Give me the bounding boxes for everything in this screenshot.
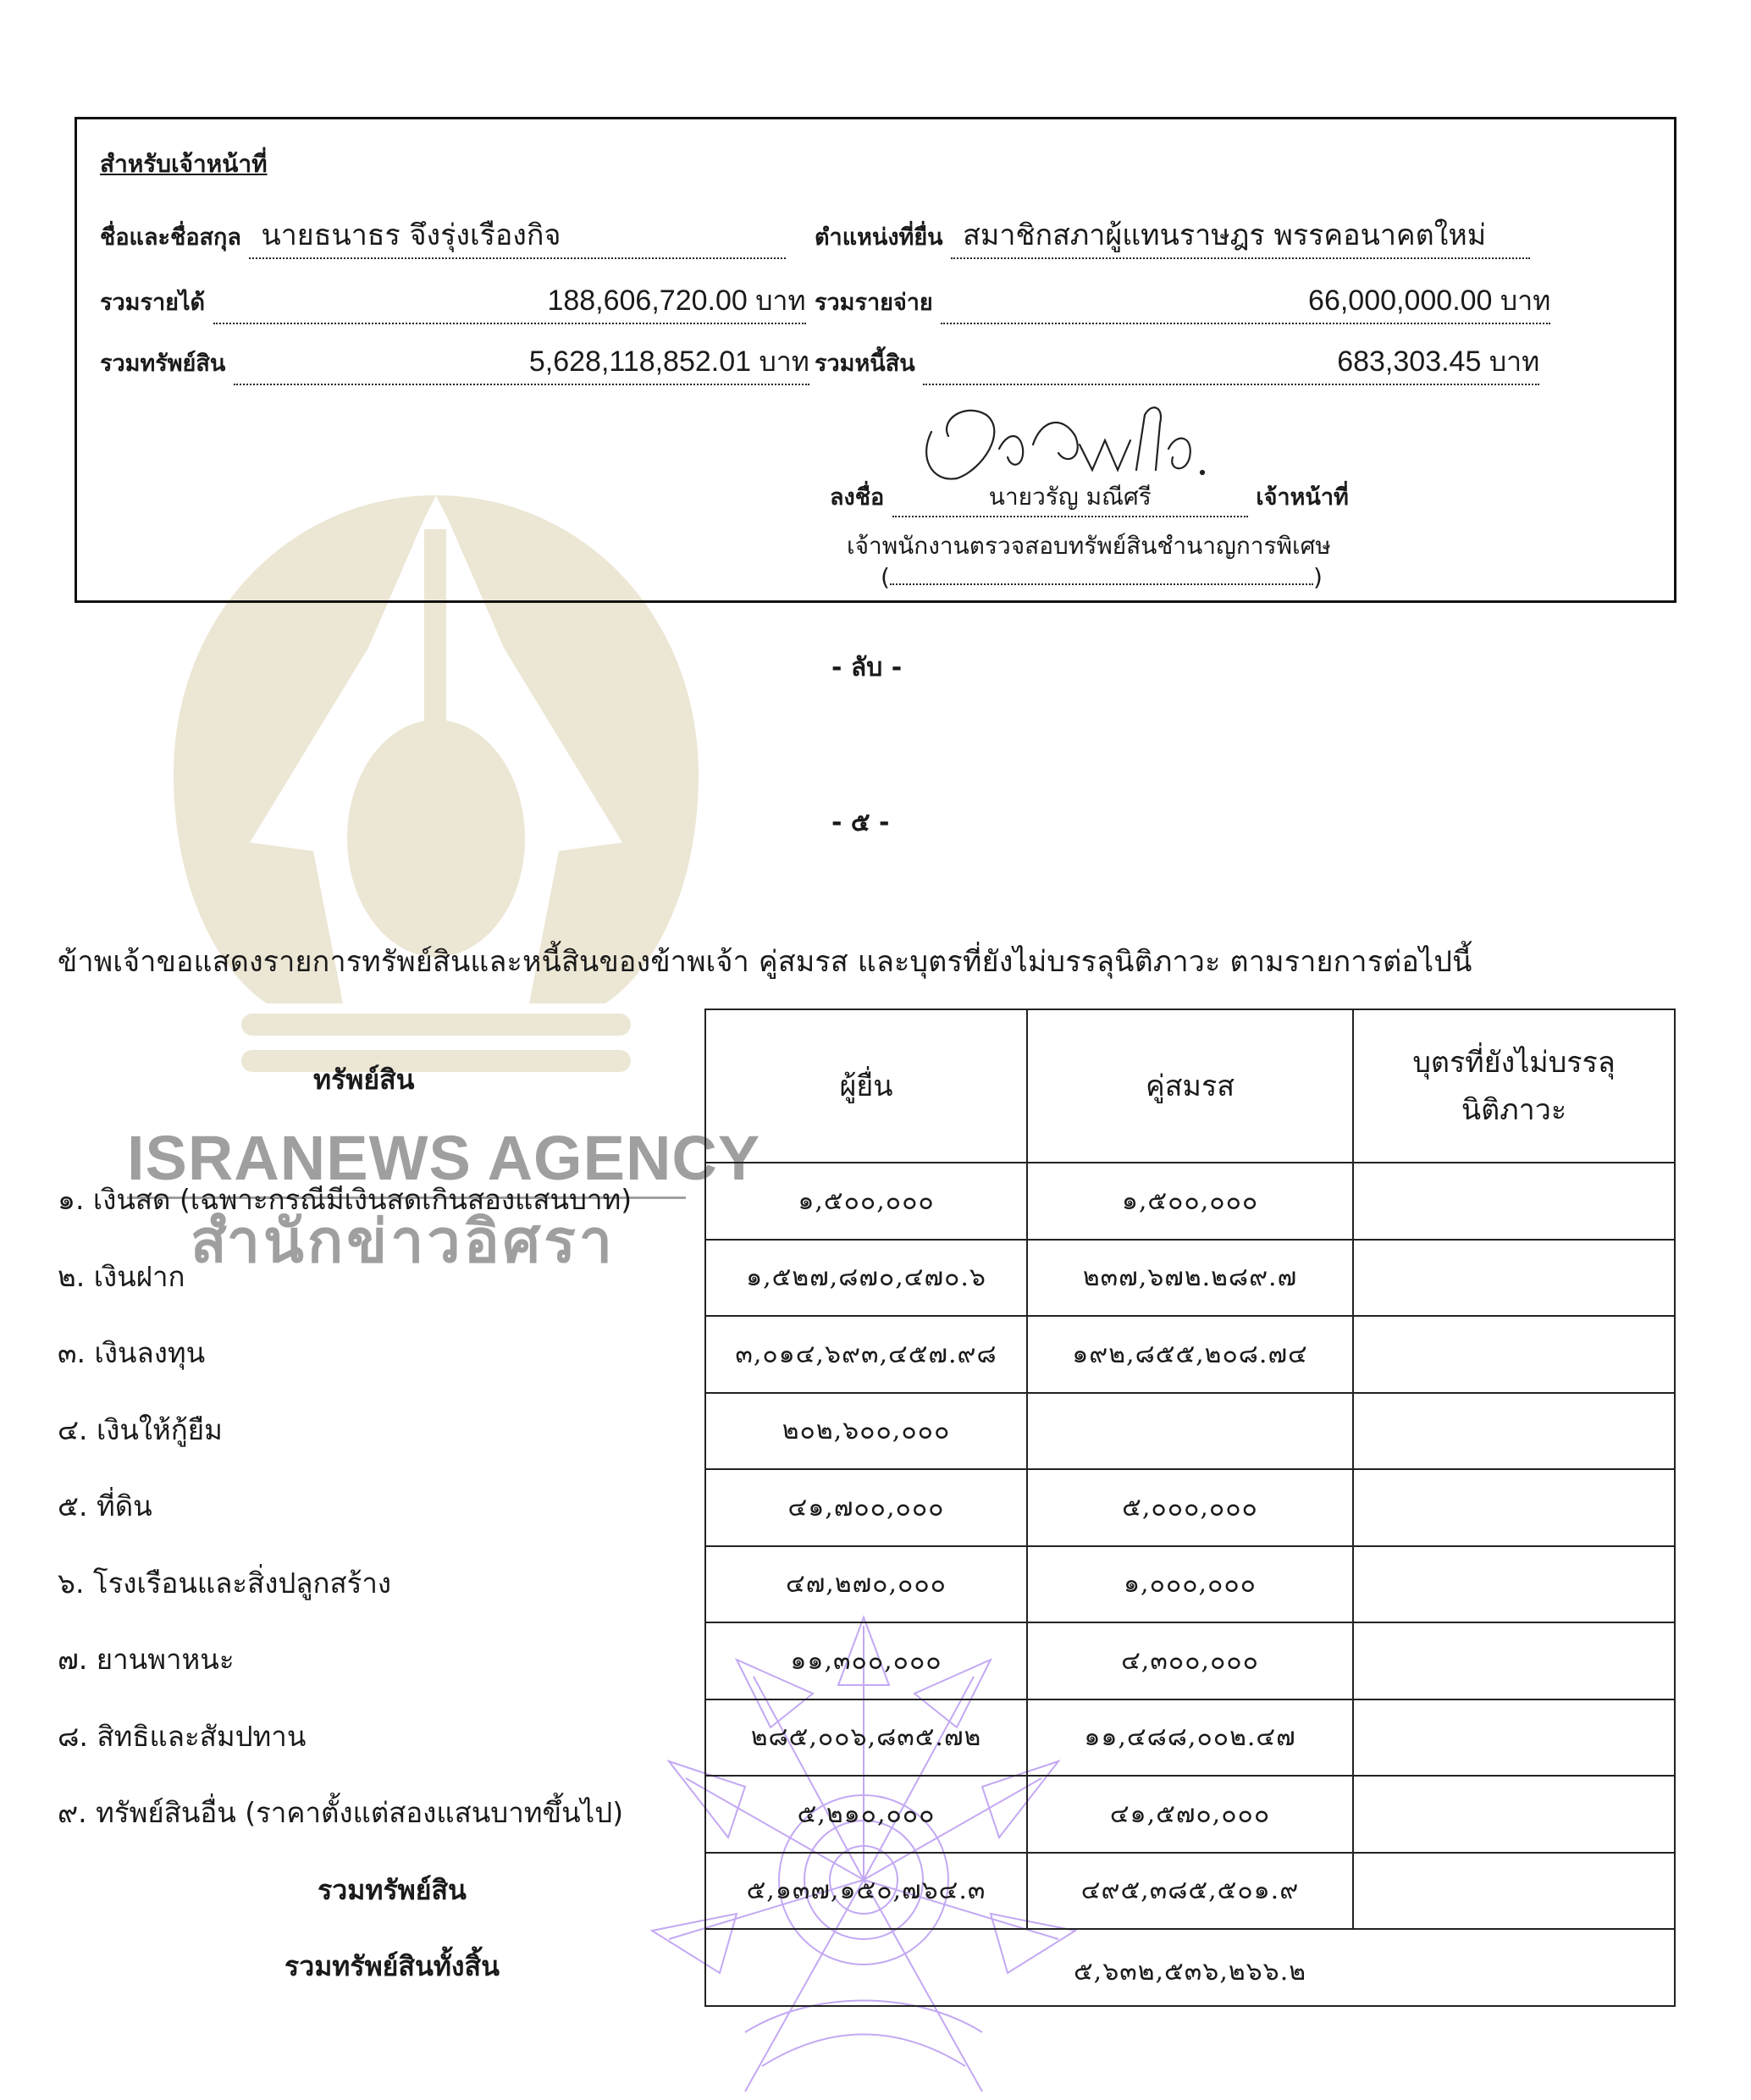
table-row xyxy=(705,1240,1675,1317)
asset-label-investments: ๓. เงินลงทุน xyxy=(58,1336,206,1369)
asset-label-subtotal: รวมทรัพย์สิน xyxy=(318,1873,467,1906)
name-label: ชื่อและชื่อสกุล xyxy=(100,224,241,251)
subtotal-filer: ๕,๑๓๗,๑๕๐,๗๖๔.๓ xyxy=(705,1853,1027,1930)
assets-column-header: ทรัพย์สิน xyxy=(313,1064,415,1096)
spouse-value: ๑๙๒,๘๕๕,๒๐๘.๗๔ xyxy=(1027,1316,1353,1393)
name-value: นายธนาธร จึงรุ่งเรืองกิจ xyxy=(249,212,786,259)
table-row xyxy=(705,1699,1675,1777)
table-row xyxy=(705,1546,1675,1623)
table-row xyxy=(705,1163,1675,1240)
asset-label-loans: ๔. เงินให้กู้ยืม xyxy=(58,1412,223,1446)
child-value xyxy=(1353,1163,1675,1240)
page-number: - ๕ - xyxy=(831,808,890,837)
spouse-value: ๑,๐๐๐,๐๐๐ xyxy=(1027,1546,1353,1623)
filer-value: ๒๘๕,๐๐๖,๘๓๕.๗๒ xyxy=(705,1699,1027,1777)
table-row xyxy=(705,1393,1675,1470)
filer-value: ๔๑,๗๐๐,๐๐๐ xyxy=(705,1469,1027,1546)
col-header-spouse: คู่สมรส xyxy=(1027,1009,1353,1163)
table-row xyxy=(705,1316,1675,1393)
table-row xyxy=(705,1469,1675,1546)
paren-close: ) xyxy=(1312,563,1323,591)
asset-label-deposits: ๒. เงินฝาก xyxy=(58,1259,185,1293)
asset-label-land: ๕. ที่ดิน xyxy=(58,1489,152,1522)
spouse-value: ๑,๕๐๐,๐๐๐ xyxy=(1027,1163,1353,1240)
filer-value: ๕,๒๑๐,๐๐๐ xyxy=(705,1776,1027,1853)
grand-total-row xyxy=(705,1929,1675,2006)
asset-label-vehicles: ๗. ยานพาหนะ xyxy=(58,1643,235,1676)
officer-section-heading: สำหรับเจ้าหน้าที่ xyxy=(100,150,268,178)
total-assets-label: รวมทรัพย์สิน xyxy=(100,351,226,377)
child-value xyxy=(1353,1699,1675,1777)
total-assets-row xyxy=(100,340,809,385)
asset-label-cash: ๑. เงินสด (เฉพาะกรณีมีเงินสดเกินสองแสนบาท) xyxy=(58,1183,632,1216)
filer-value: ๓,๐๑๔,๖๙๓,๔๕๗.๙๘ xyxy=(705,1316,1027,1393)
confidential-marker: - ลับ - xyxy=(831,653,903,682)
col-header-child-line2: นิติภาวะ xyxy=(1461,1092,1567,1127)
grand-total-value: ๕,๖๓๒,๕๓๖,๒๖๖.๒ xyxy=(705,1929,1675,2006)
col-header-filer: ผู้ยื่น xyxy=(705,1009,1027,1163)
subtotal-spouse: ๔๙๕,๓๘๕,๕๐๑.๙ xyxy=(1027,1853,1353,1930)
total-liabilities-label: รวมหนี้สิน xyxy=(815,351,915,377)
position-label: ตำแหน่งที่ยื่น xyxy=(815,224,943,251)
total-income-value: 188,606,720.00 xyxy=(547,285,748,317)
filer-value: ๑,๕๒๗,๘๗๐,๔๗๐.๖ xyxy=(705,1240,1027,1317)
position-value: สมาชิกสภาผู้แทนราษฎร พรรคอนาคตใหม่ xyxy=(951,212,1530,259)
spouse-value: ๒๓๗,๖๗๒.๒๘๙.๗ xyxy=(1027,1240,1353,1317)
signer-blank-line xyxy=(890,583,1313,585)
signature-row xyxy=(830,478,1349,517)
signer-title: เจ้าพนักงานตรวจสอบทรัพย์สินชำนาญการพิเศษ xyxy=(847,532,1331,560)
filer-value: ๔๗,๒๗๐,๐๐๐ xyxy=(705,1546,1027,1623)
filer-value: ๑,๕๐๐,๐๐๐ xyxy=(705,1163,1027,1240)
total-expense-field xyxy=(941,279,1550,324)
child-value xyxy=(1353,1622,1675,1699)
spouse-value: ๕,๐๐๐,๐๐๐ xyxy=(1027,1469,1353,1546)
total-income-label: รวมรายได้ xyxy=(100,290,206,316)
spouse-value: ๔,๓๐๐,๐๐๐ xyxy=(1027,1622,1353,1699)
currency-unit: บาท xyxy=(759,346,809,377)
col-header-child xyxy=(1353,1009,1675,1163)
asset-label-grand-total: รวมทรัพย์สินทั้งสิ้น xyxy=(284,1950,500,1982)
filer-value: ๑๑,๓๐๐,๐๐๐ xyxy=(705,1622,1027,1699)
col-header-child-line1: บุตรที่ยังไม่บรรลุ xyxy=(1412,1045,1616,1080)
signer-name: นายวรัญ มณีศรี xyxy=(892,478,1248,517)
subtotal-child xyxy=(1353,1853,1675,1930)
total-income-row xyxy=(100,279,806,324)
table-row xyxy=(705,1622,1675,1699)
spouse-value: ๔๑,๕๗๐,๐๐๐ xyxy=(1027,1776,1353,1853)
asset-label-rights: ๘. สิทธิและสัมปทาน xyxy=(58,1719,307,1753)
asset-label-other: ๙. ทรัพย์สินอื่น (ราคาตั้งแต่สองแสนบาทขึ้นไป) xyxy=(58,1796,624,1829)
asset-table xyxy=(704,1009,1676,2007)
asset-table-header xyxy=(705,1009,1675,1163)
total-assets-field xyxy=(234,340,809,385)
signer-role-suffix: เจ้าหน้าที่ xyxy=(1256,484,1349,511)
table-row xyxy=(705,1776,1675,1853)
signature-label: ลงชื่อ xyxy=(830,484,885,511)
total-income-field xyxy=(213,279,806,324)
child-value xyxy=(1353,1546,1675,1623)
child-value xyxy=(1353,1776,1675,1853)
intro-paragraph: ข้าพเจ้าขอแสดงรายการทรัพย์สินและหนี้สินของข้าพเจ้า คู่สมรส และบุตรที่ยังไม่บรรลุนิติภาวะ ตามรายการต่อไปนี้ xyxy=(58,945,1472,979)
total-liabilities-row xyxy=(815,340,1539,385)
total-expense-row xyxy=(815,279,1550,324)
spouse-value xyxy=(1027,1393,1353,1470)
filer-value: ๒๐๒,๖๐๐,๐๐๐ xyxy=(705,1393,1027,1470)
signer-paren-row xyxy=(881,563,1323,591)
child-value xyxy=(1353,1469,1675,1546)
currency-unit: บาท xyxy=(1489,346,1540,377)
total-expense-label: รวมรายจ่าย xyxy=(815,290,933,316)
agency-watermark-en: ISRANEWS AGENCY xyxy=(127,1123,761,1193)
spouse-value: ๑๑,๔๘๘,๐๐๒.๔๗ xyxy=(1027,1699,1353,1777)
subtotal-row xyxy=(705,1853,1675,1930)
total-expense-value: 66,000,000.00 xyxy=(1308,285,1493,317)
currency-unit: บาท xyxy=(1500,285,1551,316)
asset-label-buildings: ๖. โรงเรือนและสิ่งปลูกสร้าง xyxy=(58,1566,392,1600)
name-row xyxy=(100,212,786,259)
paren-open: ( xyxy=(881,563,890,591)
total-liabilities-field xyxy=(923,340,1539,385)
currency-unit: บาท xyxy=(755,285,806,316)
total-assets-value: 5,628,118,852.01 xyxy=(528,345,752,378)
total-liabilities-value: 683,303.45 xyxy=(1337,345,1482,378)
position-row xyxy=(815,212,1530,259)
child-value xyxy=(1353,1316,1675,1393)
child-value xyxy=(1353,1240,1675,1317)
asset-row-labels xyxy=(58,1162,701,2005)
child-value xyxy=(1353,1393,1675,1470)
agency-watermark-th: สำนักข่าวอิศรา xyxy=(191,1207,616,1276)
